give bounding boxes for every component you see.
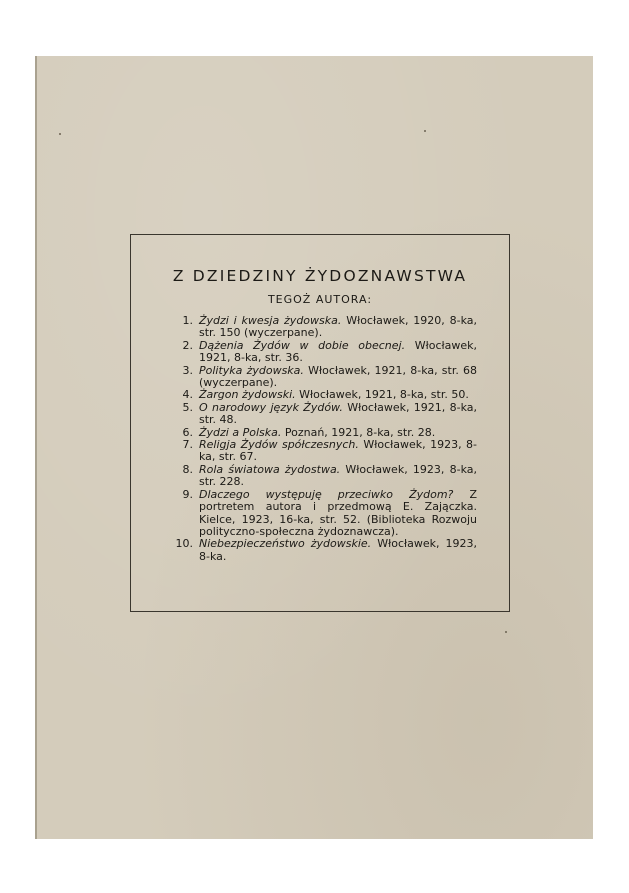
item-text — [199, 439, 477, 464]
item-number: 9. — [182, 487, 193, 501]
item-text — [199, 365, 477, 390]
item-details: Włocławek, 1921, 8-ka, str. 68 (wyczerpane). — [199, 363, 478, 390]
item-number: 5. — [182, 400, 193, 414]
item-text — [199, 340, 477, 365]
item-details: Włocławek, 1921, 8-ka, str. 50. — [299, 388, 469, 402]
list-item — [161, 402, 477, 427]
bibliography-list — [161, 315, 477, 563]
item-title: O narodowy język Żydów. — [199, 400, 343, 414]
bibliography-frame — [130, 234, 510, 612]
item-title: Dążenia Żydów w dobie obecnej. — [199, 338, 406, 352]
item-details: Włocławek, 1923, 8-ka, str. 67. — [199, 438, 477, 464]
page-edge — [35, 56, 37, 839]
item-text — [199, 538, 477, 563]
item-number: 8. — [182, 462, 193, 476]
item-title: Żydzi a Polska. — [199, 425, 282, 439]
list-item — [161, 315, 477, 340]
item-details: Włocławek, 1920, 8-ka, str. 150 (wyczerpane). — [199, 314, 477, 340]
item-number: 2. — [182, 338, 193, 352]
list-item — [161, 340, 477, 365]
paper-speck — [59, 133, 61, 135]
item-details: Poznań, 1921, 8-ka, str. 28. — [284, 425, 436, 439]
paper-speck — [424, 130, 426, 132]
page-subtitle: TEGOŻ AUTORA: — [267, 293, 373, 306]
item-details: Włocławek, 1923, 8-ka, str. 228. — [199, 462, 477, 489]
item-title: Rola światowa żydostwa. — [199, 462, 341, 476]
item-title: Żydzi i kwesja żydowska. — [199, 314, 342, 327]
item-text — [199, 315, 477, 340]
item-text — [199, 402, 477, 427]
item-details: Włocławek, 1923, 8-ka. — [199, 537, 478, 563]
item-number: 7. — [182, 438, 193, 452]
item-title: Dlaczego występuję przeciwko Żydom? — [199, 487, 454, 501]
item-text — [199, 489, 477, 539]
item-number: 3. — [182, 363, 193, 377]
item-details: Z portretem autora i przedmową E. Zajączka. Kielce, 1923, 16-ka, str. 52. (Biblioteka Rozwoju polityczno-społeczna żydoznawcza). — [199, 487, 477, 538]
item-details: Włocławek, 1921, 8-ka, str. 48. — [199, 400, 477, 427]
list-item — [161, 489, 477, 539]
item-title: Niebezpieczeństwo żydowskie. — [199, 537, 372, 551]
item-number: 1. — [182, 314, 193, 327]
book-page — [35, 56, 593, 839]
item-number: 10. — [175, 537, 193, 551]
item-title: Religja Żydów spółczesnych. — [199, 438, 359, 452]
list-item — [161, 464, 477, 489]
list-item — [161, 439, 477, 464]
item-title: Polityka żydowska. — [199, 363, 304, 377]
paper-speck — [505, 631, 507, 633]
item-number: 4. — [182, 388, 193, 402]
item-text — [199, 464, 477, 489]
page-title: Z DZIEDZINY ŻYDOZNAWSTWA — [172, 267, 468, 285]
item-details: Włocławek, 1921, 8-ka, str. 36. — [199, 338, 477, 365]
item-number: 6. — [182, 425, 193, 439]
list-item — [161, 538, 477, 563]
list-item — [161, 365, 477, 390]
item-title: Żargon żydowski. — [199, 388, 296, 402]
